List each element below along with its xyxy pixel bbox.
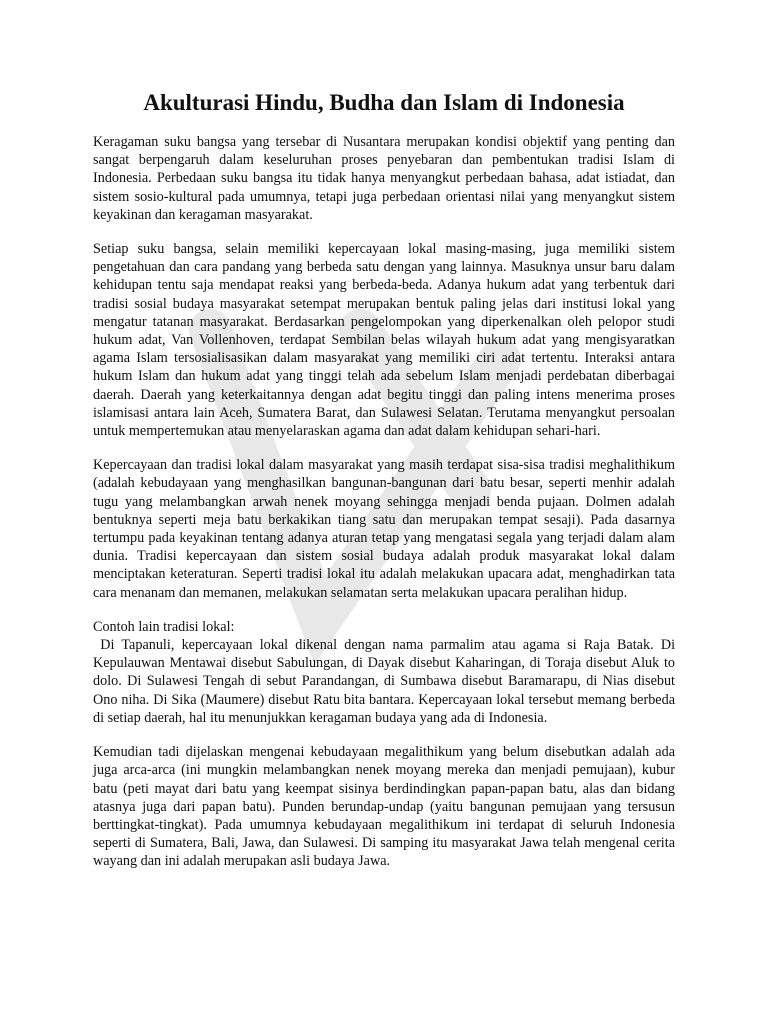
paragraph-2: Setiap suku bangsa, selain memiliki kepercayaan lokal masing-masing, juga memiliki sistem pengetahuan dan cara pandang yang berbeda satu dengan yang lainnya. Masuknya unsur baru dalam kehidupan tentu saja mendapat reaksi yang berbeda-beda. Adanya hukum adat yang terbentuk dari tradisi sosial budaya masyarakat setempat merupakan bentuk paling jelas dari institusi lokal yang mengatur tatanan masyarakat. Berdasarkan pengelompokan yang diperkenalkan oleh pelopor studi hukum adat, Van Vollenhoven, terdapat Sembilan belas wilayah hukum adat yang mengisyaratkan agama Islam tersosialisasikan dalam masyarakat yang memiliki ciri adat tertentu. Interaksi antara hukum Islam dan hukum adat yang tinggi telah ada sebelum Islam menjadi perdebatan diberbagai daerah. Daerah yang keterkaitannya dengan adat begitu tinggi dan paling intens menerima proses islamisasi antara lain Aceh, Sumatera Barat, dan Sulawesi Selatan. Terutama menyangkut persoalan untuk mempertemukan atau menyelaraskan agama dan adat dalam kehidupan sehari-hari. [93, 241, 675, 440]
contoh-body-text: Di Tapanuli, kepercayaan lokal dikenal dengan nama parmalim atau agama si Raja Batak. Di Kepulauwan Mentawai disebut Sabulungan, di Dayak disebut Kaharingan, di Toraja disebut Aluk to dolo. Di Sulawesi Tengah di sebut Parandangan, di Sumbawa disebut Baramarapu, di Nias disebut Ono niha. Di Sika (Maumere) disebut Ratu bita bantara. Kepercayaan lokal tersebut memang berbeda di setiap daerah, hal itu menunjukkan keragaman budaya yang ada di Indonesia. [93, 637, 676, 726]
paragraph-3: Kepercayaan dan tradisi lokal dalam masyarakat yang masih terdapat sisa-sisa tradisi meghalithikum (adalah kebudayaan yang menghasilkan bangunan-bangunan dari batu besar, seperti menhir adalah tugu yang melambangkan arwah nenek moyang sehingga menjadi benda pujaan. Dolmen adalah bentuknya seperti meja batu berkakikan tiang satu dan merupakan tempat sesaji). Pada dasarnya tertumpu pada keyakinan tentang adanya aturan tetap yang mengatasi segala yang terjadi dalam alam dunia. Tradisi kepercayaan dan sistem sosial budaya adalah produk masyarakat lokal dalam menciptakan keteraturan. Seperti tradisi lokal itu adalah melakukan upacara adat, menghadirkan tata cara menanam dan memanen, melakukan selamatan serta melakukan upacara peralihan hidup. [93, 457, 675, 601]
document-page [93, 88, 675, 887]
contoh-body [93, 636, 675, 727]
document-title: Akulturasi Hindu, Budha dan Islam di Indonesia [143, 90, 625, 115]
paragraph-1: Keragaman suku bangsa yang tersebar di Nusantara merupakan kondisi objektif yang penting dan sangat berpengaruh dalam keseluruhan proses penyebaran dan pembentukan tradisi Islam di Indonesia. Perbedaan suku bangsa itu tidak hanya menyangkut perbedaan bahasa, adat istiadat, dan sistem sosio-kultural pada umumnya, tetapi juga perbedaan orientasi nilai yang menyangkut sistem keyakinan dan keragaman masyarakat. [93, 134, 675, 223]
contoh-heading: Contoh lain tradisi lokal: [93, 618, 235, 635]
paragraph-last: Kemudian tadi dijelaskan mengenai kebudayaan megalithikum yang belum disebutkan adalah ada juga arca-arca (ini mungkin melambangkan nenek moyang mereka dan menjadi pemujaan), kubur batu (peti mayat dari batu yang keempat sisinya berdindingkan papan-papan batu, alas dan bidang atasnya juga dari papan batu). Punden berundap-undap (yaitu bangunan pemujaan yang tersusun berttingkat-tingkat). Pada umumnya kebudayaan megalithikum ini terdapat di seluruh Indonesia seperti di Sumatera, Bali, Jawa, dan Sulawesi. Di samping itu masyarakat Jawa telah mengenal cerita wayang dan ini adalah merupakan asli budaya Jawa. [93, 744, 675, 870]
